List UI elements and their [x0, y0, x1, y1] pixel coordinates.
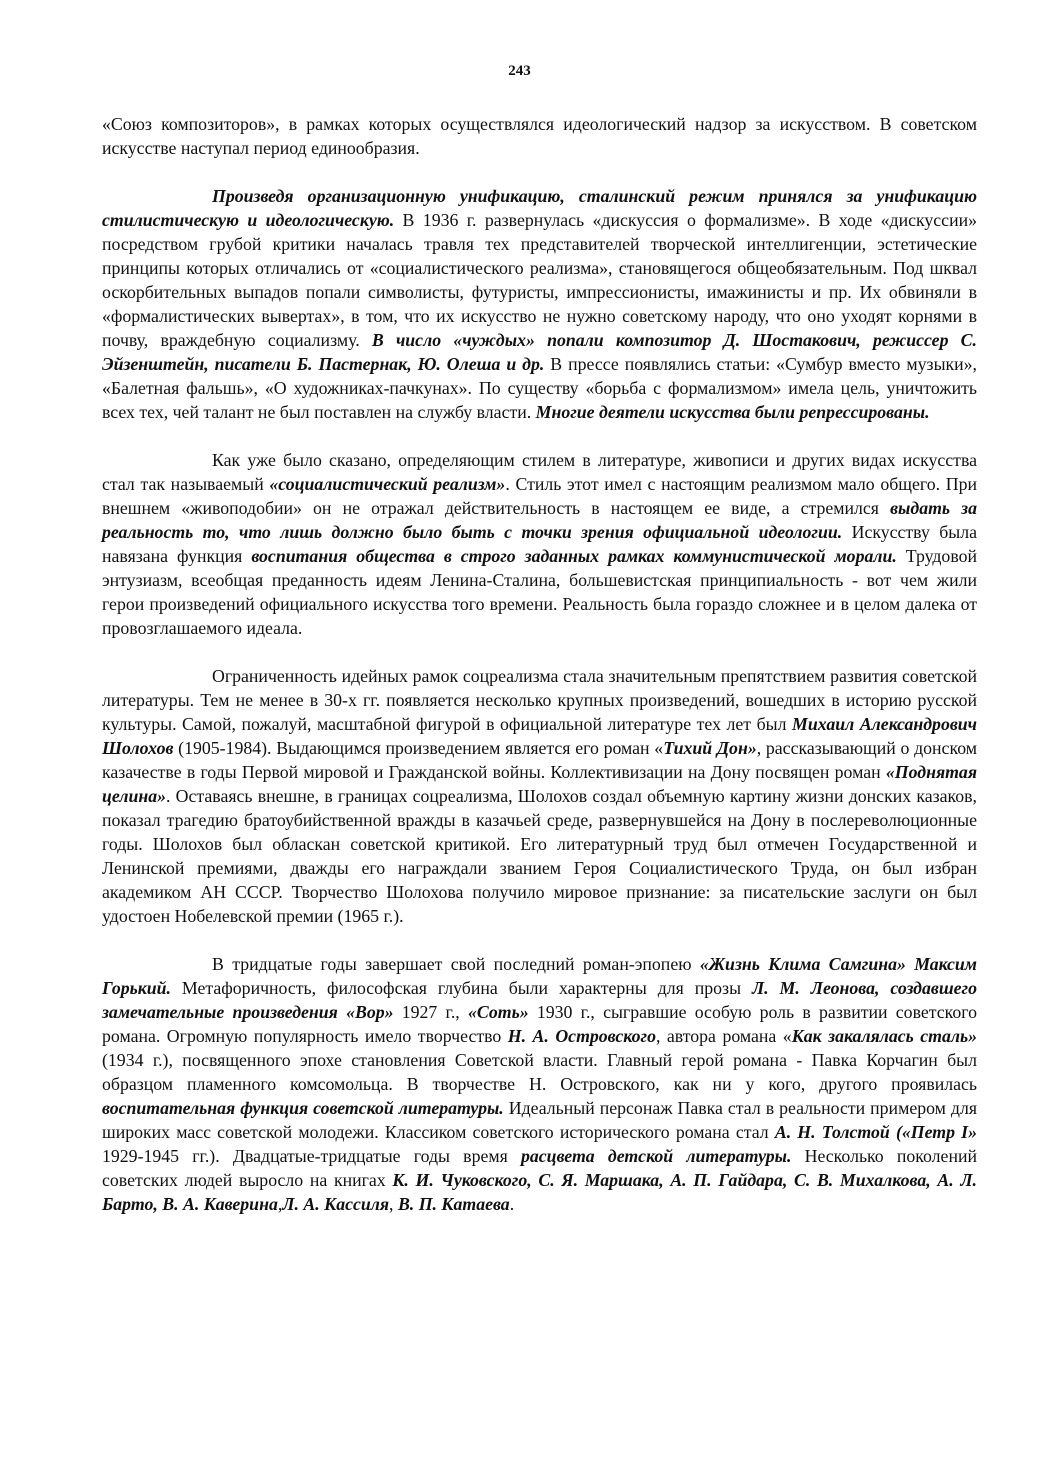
text-run: , автора романа « [655, 1026, 792, 1046]
text-run: , рассказывающий о донском казачестве в годы Первой мировой и Гражданской войны. Коллективизации на Дону посвящен роман [102, 738, 977, 782]
emphasis-run: «социалистический реализм» [269, 474, 506, 494]
text-run: «Союз композиторов», в рамках которых осуществлялся идеологический надзор за искусством. В советском искусстве наступал период единообразия. [102, 114, 977, 158]
text-run: Как уже было сказано, определяющим стилем в литературе, живописи и других видах искусства стал так называемый [102, 450, 977, 494]
text-run: Идеальный персонаж Павка стал в реальности примером для широких масс советской молодежи. Классиком советского исторического романа стал [102, 1098, 977, 1142]
text-run: , [277, 1194, 283, 1214]
emphasis-run: Многие деятели искусства были репрессированы. [535, 402, 930, 422]
text-run: 1930 г., сыгравшие особую роль в развитии советского романа. Огромную популярность имело творчество [102, 1002, 978, 1046]
emphasis-run: В. П. Катаева [397, 1194, 510, 1214]
emphasis-run: В число «чуждых» попали композитор Д. Шостакович, режиссер С. Эйзенштейн, писатели Б. Пастернак, Ю. Олеша и др. [102, 330, 977, 374]
emphasis-run: Тихий Дон» [663, 738, 757, 758]
emphasis-run: Произведя организационную унификацию, сталинский режим принялся за унификацию стилистическую и идеологическую. [102, 186, 977, 230]
text-run: В прессе появлялись статьи: «Сумбур вместо музыки», «Балетная фальшь», «О художниках-пачкунах». По существу «борьба с формализмом» имела цель, уничтожить всех тех, чей талант не был поставлен на службу власти. [102, 354, 978, 422]
emphasis-run: воспитания общества в строго заданных рамках коммунистической морали. [251, 546, 897, 566]
text-run: Ограниченность идейных рамок соцреализма стала значительным препятствием развития советской литературы. Тем не менее в 30-х гг. появляется несколько крупных произведений, вошедших в историю русской культуры. Самой, пожалуй, масштабной фигурой в официальной литературе тех лет был [102, 666, 977, 734]
emphasis-run: «Жизнь Клима Самгина» Максим Горький. [102, 954, 977, 998]
text-run: . Стиль этот имел с настоящим реализмом мало общего. При внешнем «живоподобии» он не отражал действительность в настоящем ее виде, а стремился [102, 474, 977, 518]
emphasis-run: расцвета детской литературы. [521, 1146, 792, 1166]
emphasis-run: воспитательная функция советской литературы. [102, 1098, 504, 1118]
text-run: . Оставаясь внешне, в границах соцреализма, Шолохов создал объемную картину жизни донских казаков, показал трагедию братоубийственной вражды в казачьей среде, развернувшейся на Дону в послереволюционные годы. Шолохов был обласкан советской критикой. Его литературный труд был отмечен Государственной и Ленинской премиями, дважды его награждали званием Героя Социалистического Труда, он был избран академиком АН СССР. Творчество Шолохова получило мировое признание: за писательские заслуги он был удостоен Нобелевской премии (1965 г.). [102, 786, 977, 926]
emphasis-run: «Соть» [467, 1002, 529, 1022]
emphasis-run: Л. М. Леонова, создавшего замечательные произведения «Вор» [102, 978, 977, 1022]
text-run: Искусству была навязана функция [102, 522, 977, 566]
emphasis-run: Как закалялась сталь» [791, 1026, 977, 1046]
text-run: В тридцатые годы завершает свой последний роман-эпопею [212, 954, 700, 974]
text-run: 1927 г., [393, 1002, 468, 1022]
paragraph-3 [102, 448, 977, 640]
text-run: В 1936 г. развернулась «дискуссия о формализме». В ходе «дискуссии» посредством грубой критики началась травля тех представителей творческой интеллигенции, эстетические принципы которых отличались от «социалистического реализма», становящегося общеобязательным. Под шквал оскорбительных выпадов попали символисты, футуристы, импрессионисты, имажинисты и пр. Их обвиняли в «формалистических вывертах», в том, что их искусство не нужно советскому народу, что оно уходят корнями в почву, враждебную социализму. [102, 210, 977, 350]
emphasis-run: А. Н. Толстой («Петр I» [774, 1122, 977, 1142]
body-text [102, 112, 977, 1216]
paragraph-4 [102, 664, 977, 928]
text-run: Метафоричность, философская глубина были характерны для прозы [170, 978, 752, 998]
text-run: (1905-1984). Выдающимся произведением является его роман « [173, 738, 664, 758]
paragraph-5 [102, 952, 977, 1216]
emphasis-run: Л. А. Кассиля [282, 1194, 390, 1214]
emphasis-run: К. И. Чуковского, С. Я. Маршака, А. П. Гайдара, С. В. Михалкова, А. Л. Барто, В. А. Каверина [102, 1170, 977, 1214]
paragraph-1 [102, 112, 977, 160]
text-run: Трудовой энтузиазм, всеобщая преданность идеям Ленина-Сталина, большевистская принципиальность - вот чем жили герои произведений официального искусства того времени. Реальность была гораздо сложнее и в целом далека от провозглашаемого идеала. [102, 546, 977, 638]
text-run: . [509, 1194, 515, 1214]
emphasis-run: выдать за реальность то, что лишь должно было быть с точки зрения официальной идеологии. [102, 498, 978, 542]
page-number: 243 [508, 63, 531, 79]
text-run: (1934 г.), посвященного эпохе становления Советской власти. Главный герой романа - Павка Корчагин был образцом пламенного комсомольца. В творчестве Н. Островского, как ни у кого, другого проявилась [102, 1050, 977, 1094]
emphasis-run: «Поднятая целина» [102, 762, 977, 806]
emphasis-run: Н. А. Островского [507, 1026, 656, 1046]
text-run: Несколько поколений советских людей выросло на книгах [102, 1146, 977, 1190]
text-run: 1929-1945 гг.). Двадцатые-тридцатые годы время [102, 1146, 521, 1166]
text-run: , [389, 1194, 398, 1214]
emphasis-run: Михаил Александрович Шолохов [102, 714, 977, 758]
paragraph-2 [102, 184, 977, 424]
